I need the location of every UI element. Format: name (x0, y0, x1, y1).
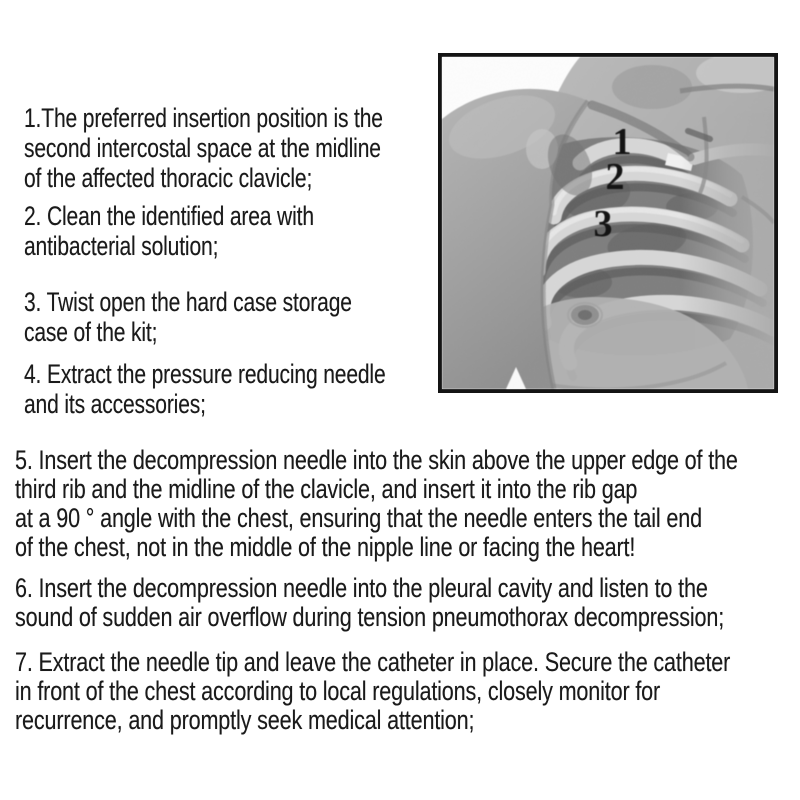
anatomy-illustration (442, 57, 774, 389)
instruction-step-4 (24, 359, 386, 419)
text-line: of the affected thoracic clavicle; (24, 163, 313, 193)
instruction-step-1 (24, 103, 383, 193)
text-line: recurrence, and promptly seek medical attention; (15, 705, 475, 735)
rib-label-2: 2 (605, 156, 625, 198)
text-line: 7. Extract the needle tip and leave the catheter in place. Secure the catheter (15, 647, 731, 677)
text-line: 2. Clean the identified area with (24, 201, 314, 231)
text-line: antibacterial solution; (24, 231, 219, 261)
text-line: third rib and the midline of the clavicle, and insert it into the rib gap (15, 474, 638, 504)
text-line: 6. Insert the decompression needle into the pleural cavity and listen to the (15, 573, 708, 603)
instruction-step-5 (15, 446, 738, 562)
instruction-step-2 (24, 201, 314, 261)
text-line: 5. Insert the decompression needle into the skin above the upper edge of the (15, 445, 738, 475)
instruction-step-7 (15, 648, 730, 735)
text-line: 3. Twist open the hard case storage (24, 287, 352, 317)
anatomy-figure-frame (438, 53, 778, 393)
text-line: 1.The preferred insertion position is the (24, 103, 383, 133)
text-line: 4. Extract the pressure reducing needle (24, 359, 386, 389)
text-line: sound of sudden air overflow during tension pneumothorax decompression; (15, 602, 725, 632)
text-line: second intercostal space at the midline (24, 133, 381, 163)
rib-label-3: 3 (593, 203, 613, 245)
text-line: in front of the chest according to local regulations, closely monitor for (15, 676, 661, 706)
instruction-step-3 (24, 287, 352, 347)
text-line: of the chest, not in the middle of the nipple line or facing the heart! (15, 532, 636, 562)
text-line: and its accessories; (24, 389, 206, 419)
instruction-step-6 (15, 574, 724, 632)
text-line: case of the kit; (24, 317, 158, 347)
text-line: at a 90 ° angle with the chest, ensuring that the needle enters the tail end (15, 503, 702, 533)
rib-label-1: 1 (612, 121, 632, 163)
